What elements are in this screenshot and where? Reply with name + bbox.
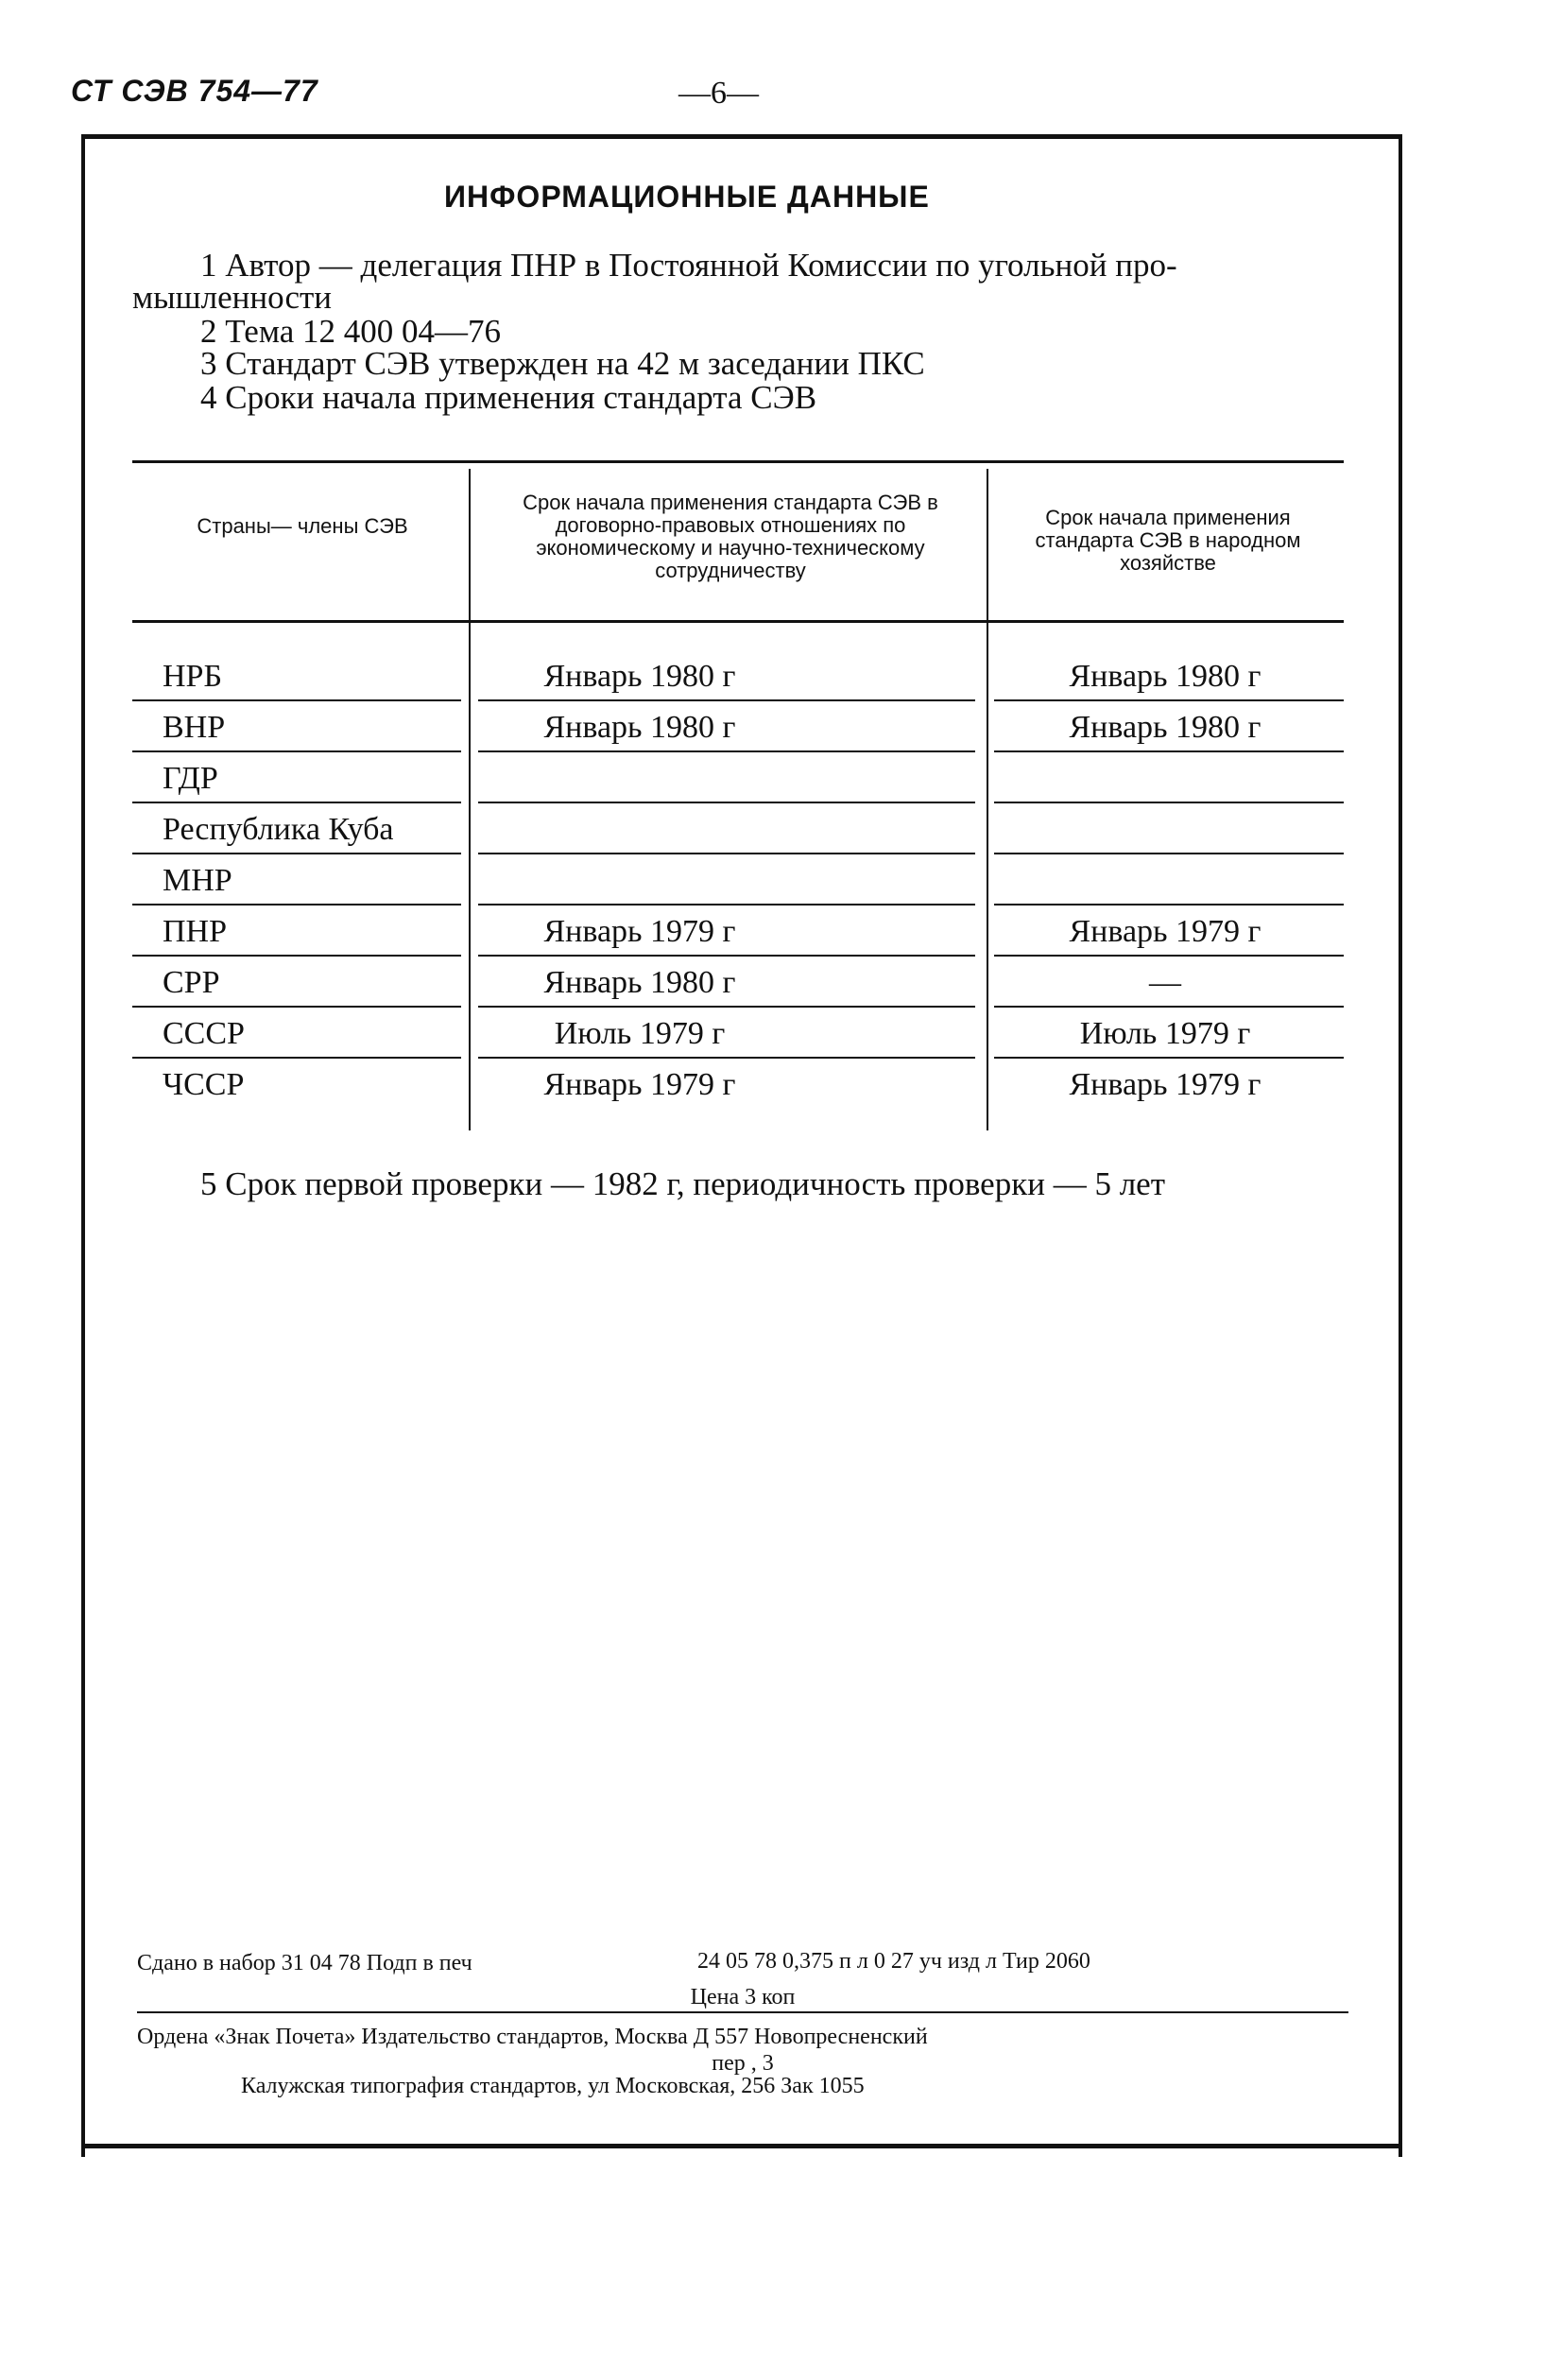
table-row-economy-date: Январь 1979 г [1069, 914, 1262, 949]
frame-top-border [83, 134, 1401, 139]
row-rule [478, 853, 975, 854]
table-row-contract-date: Январь 1980 г [543, 965, 736, 1000]
table-row-contract-date: Январь 1979 г [543, 914, 736, 949]
table-row-country: ВНР [163, 710, 226, 745]
table-column-divider-1 [469, 469, 471, 1130]
row-rule [132, 853, 461, 854]
row-rule [478, 750, 975, 752]
table-row-country: ПНР [163, 914, 228, 949]
section-title: ИНФОРМАЦИОННЫЕ ДАННЫЕ [444, 180, 930, 214]
table-row-country: Республика Куба [163, 812, 394, 847]
table-row-country: НРБ [163, 659, 222, 694]
imprint-line-print-details: 24 05 78 0,375 п л 0 27 уч изд л Тир 2060 [697, 1949, 1090, 1974]
row-rule [478, 904, 975, 905]
table-top-rule [132, 460, 1344, 463]
row-rule [132, 1057, 461, 1059]
imprint-printer: Калужская типография стандартов, ул Московская, 256 Зак 1055 [241, 2074, 865, 2098]
table-row-economy-date: Июль 1979 г [1079, 1016, 1251, 1051]
table-row-contract-date: Июль 1979 г [554, 1016, 726, 1051]
row-rule [132, 904, 461, 905]
frame-bottom-border [83, 2144, 1401, 2148]
row-rule [132, 1006, 461, 1008]
item-approval: 3 Стандарт СЭВ утвержден на 42 м заседании ПКС [200, 345, 925, 382]
row-rule [132, 750, 461, 752]
imprint-price: Цена 3 коп [690, 1985, 796, 2009]
item-author: 1 Автор — делегация ПНР в Постоянной Комиссии по угольной про- [200, 247, 1177, 284]
table-row-country: ЧССР [163, 1067, 245, 1102]
table-row-contract-date: Январь 1979 г [543, 1067, 736, 1102]
item-dates-heading: 4 Сроки начала применения стандарта СЭВ [200, 379, 817, 416]
row-rule [132, 699, 461, 701]
table-row-contract-date: Январь 1980 г [543, 659, 736, 694]
item-topic: 2 Тема 12 400 04—76 [200, 313, 502, 350]
row-rule [994, 1006, 1344, 1008]
row-rule [994, 699, 1344, 701]
row-rule [994, 955, 1344, 957]
row-rule [478, 802, 975, 803]
table-row-economy-date: — [1149, 965, 1181, 1000]
table-row-country: ГДР [163, 761, 218, 796]
header-economy-date: Срок начала применения стандарта СЭВ в народном хозяйстве [1035, 506, 1301, 575]
table-row-country: МНР [163, 863, 232, 898]
imprint-publisher-address: пер , 3 [712, 2051, 774, 2076]
row-rule [994, 853, 1344, 854]
row-rule [994, 750, 1344, 752]
row-rule [478, 955, 975, 957]
row-rule [132, 955, 461, 957]
imprint-rule [137, 2011, 1348, 2013]
standard-code: СТ СЭВ 754—77 [71, 74, 318, 108]
imprint-publisher: Ордена «Знак Почета» Издательство стандартов, Москва Д 557 Новопресненский [137, 2025, 928, 2049]
table-row-country: СССР [163, 1016, 245, 1051]
table-row-economy-date: Январь 1980 г [1069, 659, 1262, 694]
table-header-rule [132, 620, 1344, 623]
row-rule [994, 802, 1344, 803]
row-rule [132, 802, 461, 803]
item-review: 5 Срок первой проверки — 1982 г, периодичность проверки — 5 лет [200, 1165, 1165, 1202]
table-row-economy-date: Январь 1979 г [1069, 1067, 1262, 1102]
header-countries: Страны— члены СЭВ [197, 514, 408, 538]
table-row-economy-date: Январь 1980 г [1069, 710, 1262, 745]
table-column-divider-2 [987, 469, 988, 1130]
row-rule [478, 1006, 975, 1008]
row-rule [478, 1057, 975, 1059]
row-rule [994, 1057, 1344, 1059]
page-number: —6— [678, 76, 759, 111]
imprint-line-typesetting: Сдано в набор 31 04 78 Подп в печ [137, 1951, 472, 1975]
table-row-country: СРР [163, 965, 220, 1000]
frame-left-border [81, 134, 85, 2157]
item-author-continued: мышленности [132, 279, 333, 316]
row-rule [994, 904, 1344, 905]
row-rule [478, 699, 975, 701]
header-contract-date: Срок начала применения стандарта СЭВ в договорно-правовых отношениях по экономическому и научно-техническому сотрудничеству [523, 491, 938, 582]
table-row-contract-date: Январь 1980 г [543, 710, 736, 745]
frame-right-border [1399, 134, 1402, 2157]
